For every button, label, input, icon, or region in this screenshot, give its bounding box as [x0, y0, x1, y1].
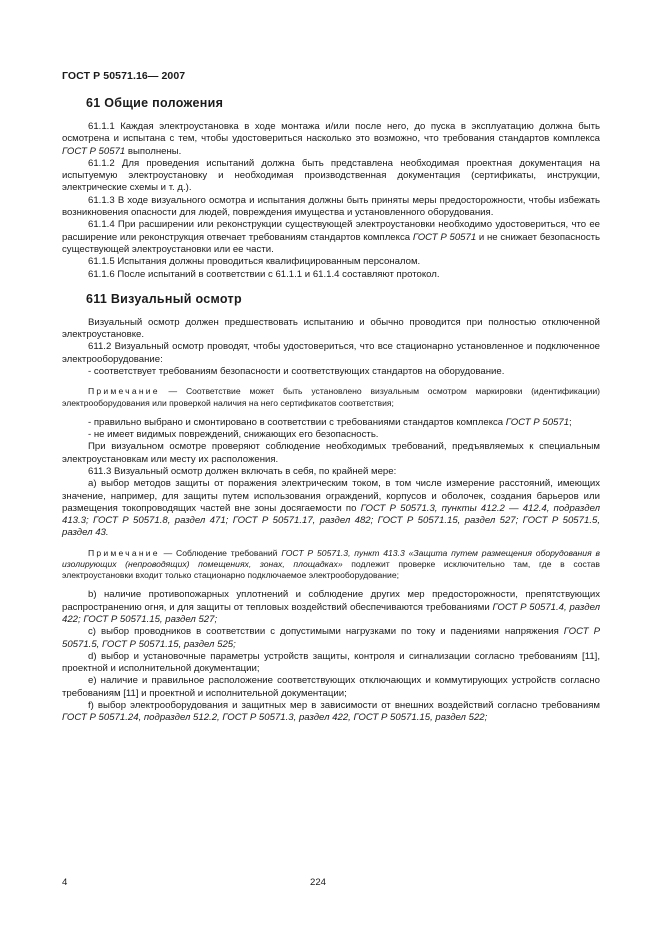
- paragraph-611-intro: Визуальный осмотр должен предшествовать испытанию и обычно проводится при полностью отключенной электроустановке.: [62, 316, 600, 341]
- paragraph-61-1-2: 61.1.2 Для проведения испытаний должна быть представлена необходимая проектная документация на испытуемую электроустановку и необходимая производственная документация (сертификаты, инструкции, электрические схемы и т. д.).: [62, 157, 600, 194]
- page-number-left: 4: [62, 877, 68, 888]
- paragraph-61-1-3: 61.1.3 В ходе визуального осмотра и испытания должны быть приняты меры предосторожности, чтобы избежать возникновения опасности для людей, повреждения имущества и установленного оборудования.: [62, 194, 600, 219]
- note-2: Примечание — Соблюдение требований ГОСТ Р 50571.3, пункт 413.3 «Защита путем размещения оборудования в изолирующих (непроводящих) помещениях, зонах, площадках» подлежит проверке исключительно там, где в состав электроустановки входит только стационарно подключаемое электрооборудование;: [62, 547, 600, 581]
- list-item-no-damage: - не имеет видимых повреждений, снижающих его безопасность.: [88, 429, 379, 441]
- list-item-c: c) выбор проводников в соответствии с допустимыми нагрузками по току и падениями напряжения ГОСТ Р 50571.5, ГОСТ Р 50571.15, раздел 525;: [62, 626, 600, 650]
- paragraph-61-1-6: 61.1.6 После испытаний в соответствии с 61.1.1 и 61.1.4 составляют протокол.: [88, 268, 440, 280]
- page-number-center: 224: [310, 877, 327, 888]
- paragraph-special-requirements: При визуальном осмотре проверяют соблюдение необходимых требований, предъявляемых к специальным электроустановкам или месту их расположения.: [62, 441, 600, 465]
- list-item-e: e) наличие и правильное расположение соответствующих отключающих и коммутирующих устройств согласно требованиям [11] и проектной и исполнительной документации;: [62, 675, 600, 699]
- list-item-compliance: - соответствует требованиям безопасности и соответствующих стандартов на оборудование.: [88, 366, 505, 378]
- list-item-b: b) наличие противопожарных уплотнений и соблюдение других мер предосторожности, препятствующих распространению огня, и для защиты от тепловых воздействий обеспечиваются требованиями ГОСТ Р 50571.4, раздел 422; ГОСТ Р 50571.15, раздел 527;: [62, 589, 600, 625]
- paragraph-61-1-1: 61.1.1 Каждая электроустановка в ходе монтажа и/или после него, до пуска в эксплуатацию должна быть осмотрена и испытана с тем, чтобы удостовериться насколько это возможно, что требования стандартов комплекса ГОСТ Р 50571 выполнены.: [62, 121, 600, 157]
- paragraph-611-2: 611.2 Визуальный осмотр проводят, чтобы удостовериться, что все стационарно установленное и подключенное электрооборудование:: [62, 341, 600, 365]
- list-item-correct-selection: - правильно выбрано и смонтировано в соответствии с требованиями стандартов комплекса ГОСТ Р 50571;: [88, 416, 572, 428]
- section-title-611: 611 Визуальный осмотр: [86, 291, 242, 306]
- section-title-61: 61 Общие положения: [86, 96, 224, 110]
- paragraph-61-1-5: 61.1.5 Испытания должны проводиться квалифицированным персоналом.: [88, 256, 421, 268]
- paragraph-61-1-4: 61.1.4 При расширении или реконструкции существующей электроустановки необходимо удостовериться, что ее расширение или реконструкция отвечает требованиям стандартов комплекса ГОСТ Р 50571 и не снижает безопасность существующей электроустановки или ее части.: [62, 219, 601, 255]
- page-content: [62, 96, 600, 725]
- paragraph-611-3: 611.3 Визуальный осмотр должен включать в себя, по крайней мере:: [88, 465, 397, 477]
- list-item-f: f) выбор электрооборудования и защитных мер в зависимости от внешних воздействий согласно требованиям ГОСТ Р 50571.24, подраздел 512.2, ГОСТ Р 50571.3, раздел 422, ГОСТ Р 50571.15, раздел 522;: [62, 700, 600, 724]
- note-1: Примечание — Соответствие может быть установлено визуальным осмотром маркировки (идентификации) электрооборудования или проверкой наличия на него сертификатов соответствия;: [62, 386, 600, 408]
- list-item-a: а) выбор методов защиты от поражения электрическим током, в том числе измерение расстояний, имеющих значение, например, для защиты путем использования ограждений, корпусов и оболочек, создания барьеров или размещения токопроводящих частей вне зоны досягаемости по ГОСТ Р 50571.3, пункты 412.2 — 412.4, подраздел 413.3; ГОСТ Р 50571.8, раздел 471; ГОСТ Р 50571.17, раздел 482; ГОСТ Р 50571.15, раздел 527; ГОСТ Р 50571.5, раздел 43.: [62, 478, 600, 539]
- standard-header: ГОСТ Р 50571.16— 2007: [62, 70, 186, 82]
- list-item-d: d) выбор и установочные параметры устройств защиты, контроля и сигнализации согласно требованиям [11], проектной и исполнительной документации;: [62, 650, 600, 675]
